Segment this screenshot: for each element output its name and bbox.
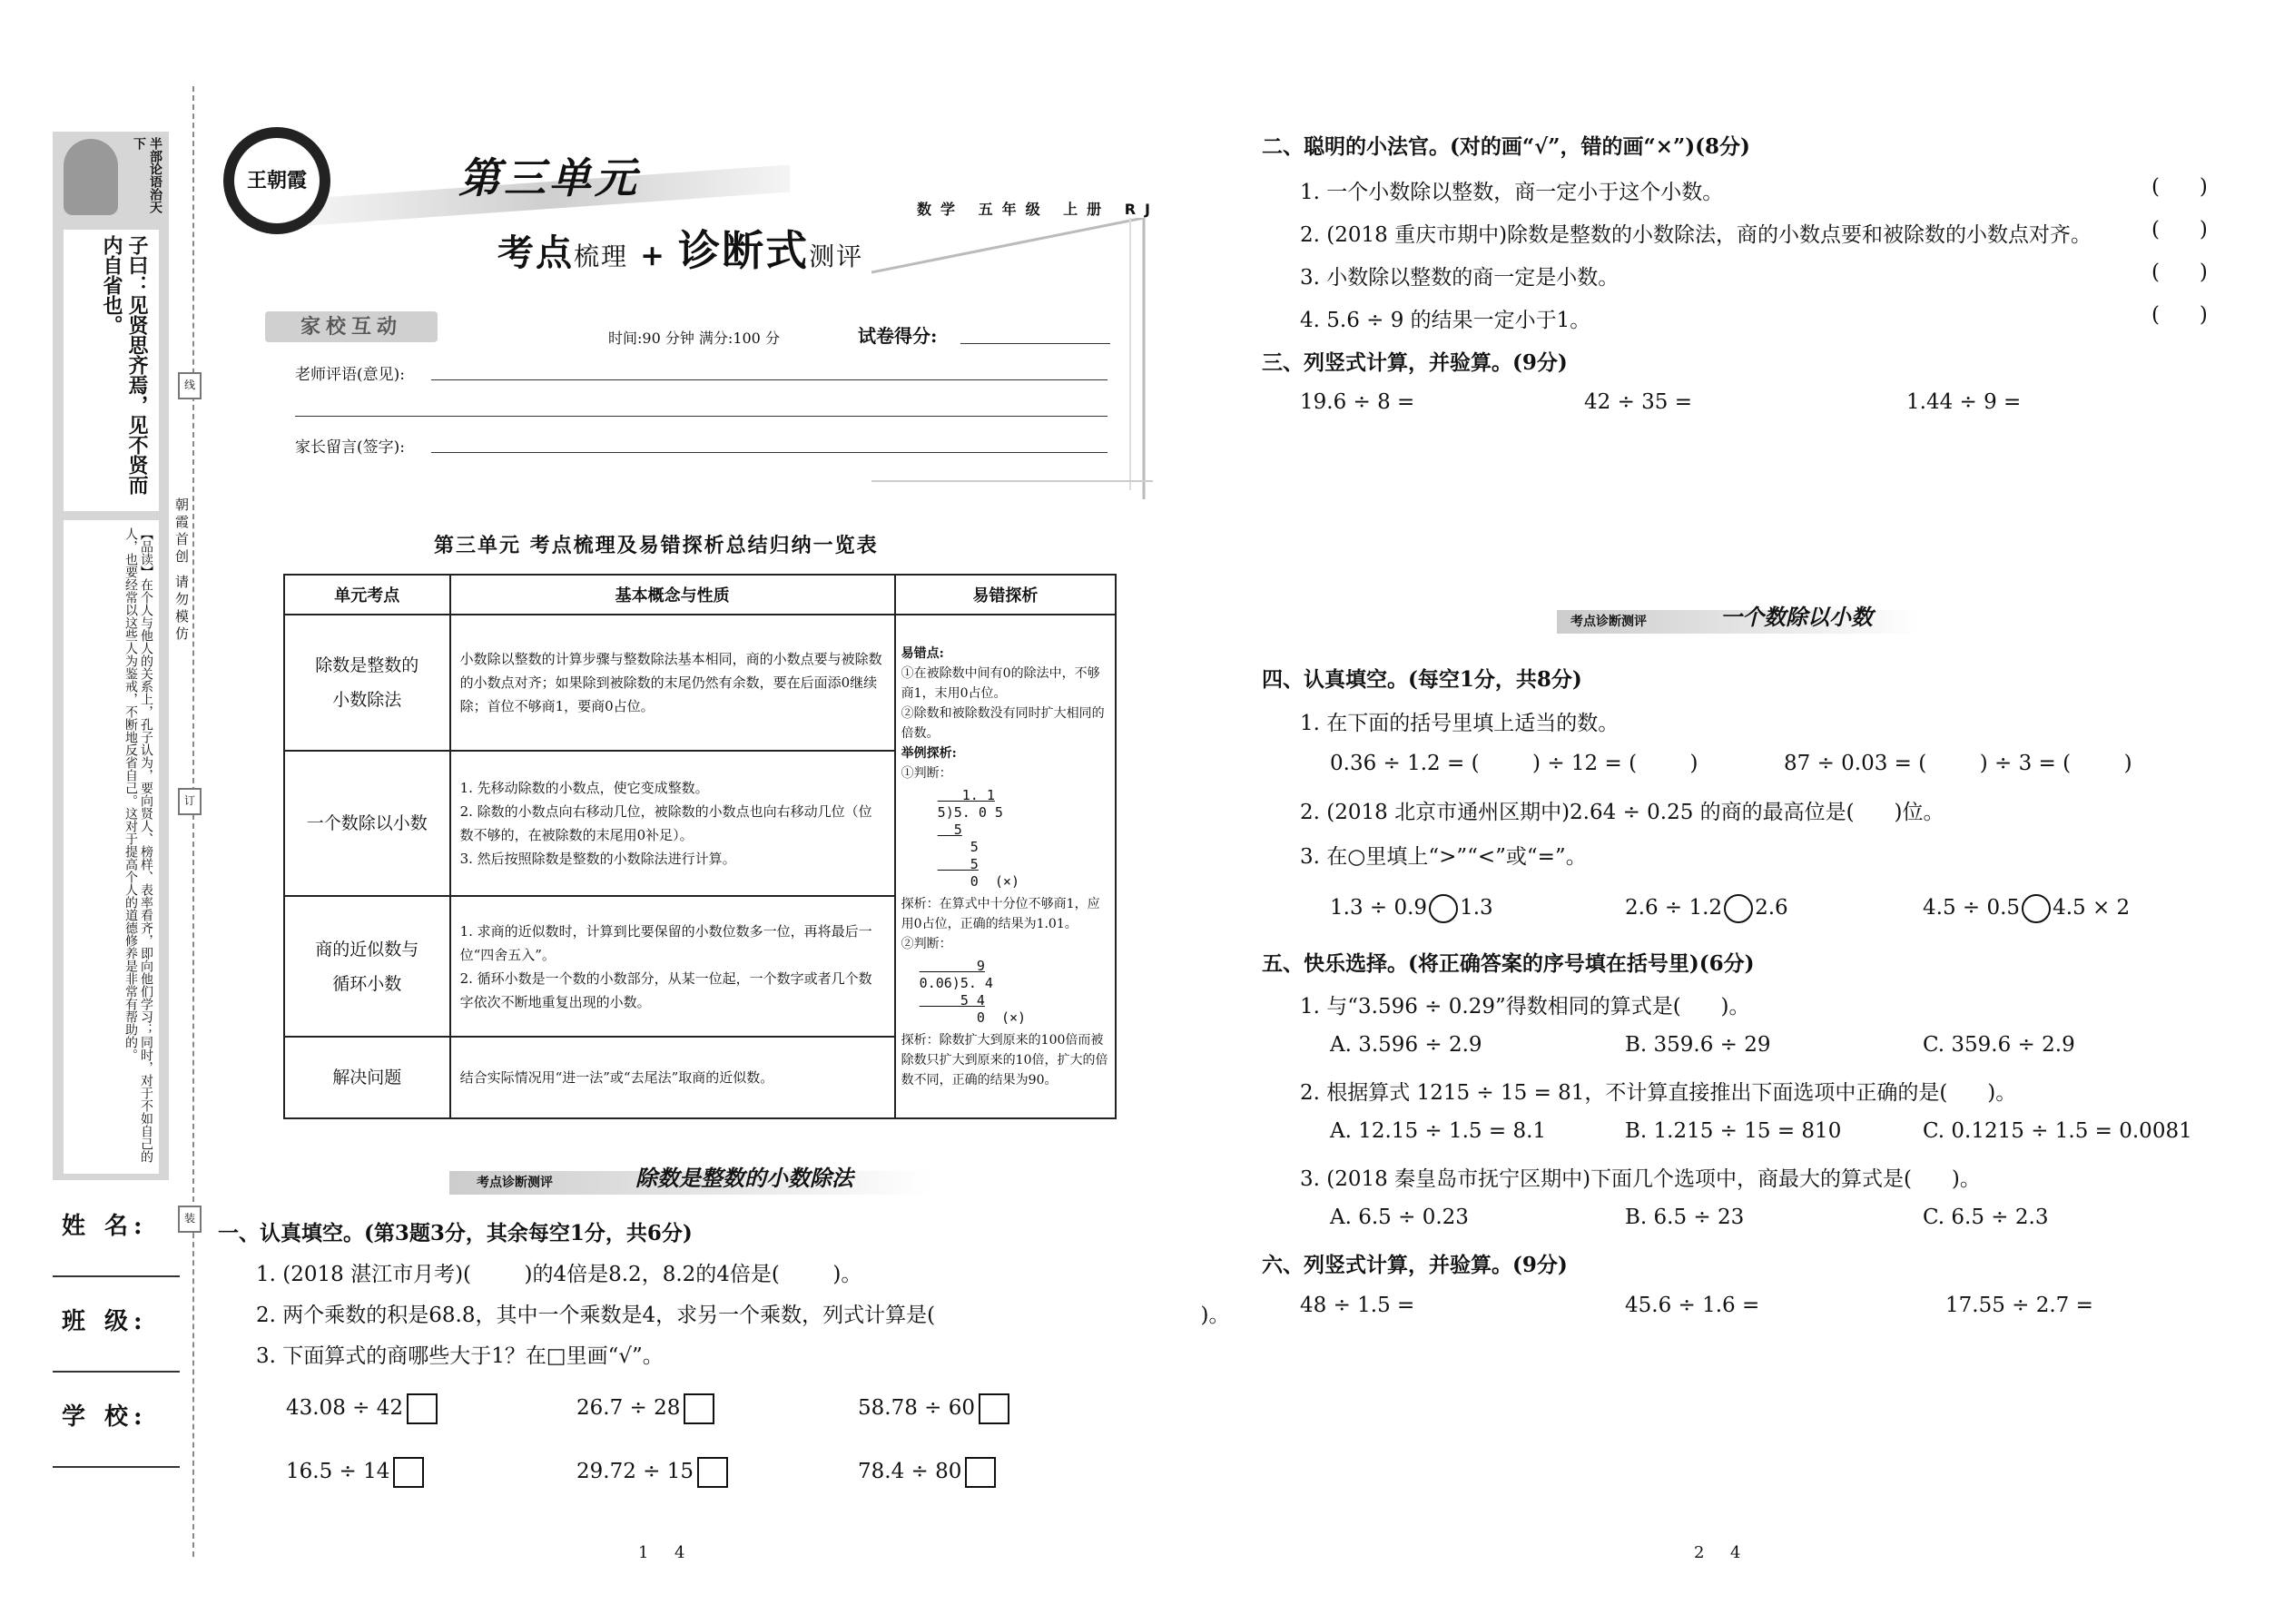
- s4-q1: 1. 在下面的括号里填上适当的数。: [1300, 712, 1620, 735]
- school-label: 学 校:: [62, 1403, 148, 1431]
- s5-option[interactable]: B. 359.6 ÷ 29: [1625, 1033, 1771, 1057]
- score-label: 试卷得分:: [858, 325, 938, 347]
- long-division-example-2: 9 0.06)5. 4 5 4 0 (×): [919, 957, 1027, 1026]
- s5-option[interactable]: B. 1.215 ÷ 15 = 810: [1625, 1119, 1842, 1143]
- answer-paren[interactable]: ( ): [2151, 261, 2208, 284]
- teacher-remark-line-2[interactable]: [295, 416, 1108, 417]
- section-2-title: 二、聪明的小法官。(对的画“√”，错的画“×”)(8分): [1262, 134, 1750, 159]
- cut-mark-3: 装: [178, 1206, 202, 1233]
- s1-item: 43.08 ÷ 42: [286, 1393, 438, 1424]
- compare-circle[interactable]: [1429, 894, 1458, 923]
- class-label: 班 级:: [62, 1308, 148, 1335]
- banner-name-1: 除数是整数的小数除法: [635, 1165, 853, 1191]
- kp-cell: 解决问题: [284, 1037, 450, 1118]
- table-row: [284, 615, 1116, 751]
- s2-item: 4. 5.6 ÷ 9 的结果一定小于1。: [1300, 309, 1591, 332]
- s3-item: 1.44 ÷ 9 =: [1906, 390, 2022, 414]
- answer-paren[interactable]: ( ): [2151, 175, 2208, 199]
- s5-option[interactable]: C. 359.6 ÷ 2.9: [1923, 1033, 2075, 1057]
- s1-q2: 2. 两个乘数的积是68.8，其中一个乘数是4，求另一个乘数，列式计算是( )。: [256, 1304, 1230, 1327]
- s3-item: 19.6 ÷ 8 =: [1300, 390, 1415, 414]
- concept-cell: 结合实际情况用“进一法”或“去尾法”取商的近似数。: [450, 1037, 895, 1118]
- s6-item: 48 ÷ 1.5 =: [1300, 1294, 1415, 1317]
- s5-option[interactable]: B. 6.5 ÷ 23: [1625, 1206, 1745, 1229]
- section-4-title: 四、认真填空。(每空1分，共8分): [1262, 667, 1582, 692]
- s4-q3: 3. 在○里填上“>”“<”或“=”。: [1300, 845, 1587, 869]
- kp-cell: 一个数除以小数: [284, 751, 450, 896]
- s1-item: 58.78 ÷ 60: [858, 1393, 1009, 1424]
- s2-item: 3. 小数除以整数的商一定是小数。: [1300, 266, 1620, 290]
- brand-logo-icon: 王朝霞: [223, 127, 330, 234]
- cartoon-sage-icon: [64, 139, 118, 215]
- answer-paren[interactable]: ( ): [2151, 303, 2208, 327]
- s1-item: 26.7 ÷ 28: [576, 1393, 714, 1424]
- s2-item: 1. 一个小数除以整数，商一定小于这个小数。: [1300, 181, 1724, 204]
- name-line[interactable]: [53, 1275, 180, 1277]
- name-label: 姓 名:: [62, 1213, 148, 1240]
- s6-item: 17.55 ÷ 2.7 =: [1945, 1294, 2093, 1317]
- unit-title: 第三单元: [458, 153, 640, 202]
- concept-cell: 1. 求商的近似数时，计算到比要保留的小数位数多一位，再将最后一位“四舍五入”。 2. 循环小数是一个数的小数部分，从某一位起，一个数字或者几个数字依次不断地重复出现的小数。: [450, 896, 895, 1037]
- page-subtitle: 考点梳理 + 诊断式测评: [497, 226, 864, 275]
- section-1-title: 一、认真填空。(第3题3分，其余每空1分，共6分): [218, 1221, 693, 1245]
- school-line[interactable]: [53, 1466, 180, 1468]
- banner-name-2: 一个数除以小数: [1720, 604, 1873, 630]
- home-school-label: 家校互动: [265, 311, 438, 342]
- page-number-left: 1 4: [638, 1543, 685, 1562]
- section-6-title: 六、列竖式计算，并验算。(9分): [1262, 1253, 1568, 1277]
- compare-circle[interactable]: [2022, 894, 2051, 923]
- banner-tag-2: 考点诊断测评: [1570, 615, 1647, 629]
- compare-item: 1.3 ÷ 0.9 1.3: [1330, 894, 1493, 923]
- teacher-remark-line[interactable]: [431, 379, 1108, 380]
- table-header-row: [284, 575, 1116, 615]
- parent-remark-line[interactable]: [431, 452, 1108, 453]
- s4-q1a: 0.36 ÷ 1.2 = ( ) ÷ 12 = ( ): [1330, 752, 1698, 775]
- class-line[interactable]: [53, 1371, 180, 1373]
- sidebar-badge: 半部论语治天下: [132, 137, 162, 213]
- cut-mark-2: 订: [178, 788, 202, 815]
- s5-option[interactable]: C. 6.5 ÷ 2.3: [1923, 1206, 2049, 1229]
- answer-checkbox[interactable]: [965, 1457, 996, 1488]
- s1-q1: 1. (2018 湛江市月考)( )的4倍是8.2，8.2的4倍是( )。: [256, 1263, 862, 1286]
- s6-item: 45.6 ÷ 1.6 =: [1625, 1294, 1760, 1317]
- header-decor-lines: [871, 218, 1162, 508]
- s5-option[interactable]: A. 3.596 ÷ 2.9: [1330, 1033, 1482, 1057]
- score-line[interactable]: [960, 343, 1110, 344]
- summary-table: [283, 574, 1117, 1119]
- s4-q1b: 87 ÷ 0.03 = ( ) ÷ 3 = ( ): [1784, 752, 2132, 775]
- confucius-quote: 子曰：见贤思齐焉，见不贤而内自省也。: [100, 235, 149, 495]
- compare-item: 2.6 ÷ 1.2 2.6: [1625, 894, 1788, 923]
- s5-q1: 1. 与“3.596 ÷ 0.29”得数相同的算式是( )。: [1300, 995, 1750, 1019]
- section-3-title: 三、列竖式计算，并验算。(9分): [1262, 350, 1568, 375]
- s2-item: 2. (2018 重庆市期中)除数是整数的小数除法，商的小数点要和被除数的小数点对齐。: [1300, 223, 2092, 247]
- answer-checkbox[interactable]: [407, 1393, 438, 1424]
- s5-option[interactable]: A. 12.15 ÷ 1.5 = 8.1: [1330, 1119, 1547, 1143]
- compare-circle[interactable]: [1724, 894, 1753, 923]
- subject-tag: 数学 五年级 上册 RJ: [917, 201, 1159, 218]
- s4-q2: 2. (2018 北京市通州区期中)2.64 ÷ 0.25 的商的最高位是( )位。: [1300, 801, 1944, 824]
- reading-box: [53, 513, 169, 1180]
- long-division-example-1: 1. 1 5)5. 0 5 5 5 5 0 (×): [937, 786, 1019, 890]
- col-header-concept: 基本概念与性质: [450, 575, 895, 615]
- kp-cell: 除数是整数的小数除法: [284, 615, 450, 751]
- teacher-remark-label: 老师评语(意见):: [295, 366, 405, 384]
- s5-option[interactable]: A. 6.5 ÷ 0.23: [1330, 1206, 1469, 1229]
- s1-q3: 3. 下面算式的商哪些大于1？在□里画“√”。: [256, 1344, 664, 1368]
- col-header-errors: 易错探析: [895, 575, 1116, 615]
- s1-item: 78.4 ÷ 80: [858, 1457, 996, 1488]
- s3-item: 42 ÷ 35 =: [1584, 390, 1693, 414]
- kp-cell: 商的近似数与循环小数: [284, 896, 450, 1037]
- s1-item: 16.5 ÷ 14: [286, 1457, 424, 1488]
- s1-item: 29.72 ÷ 15: [576, 1457, 728, 1488]
- quote-box: [53, 222, 169, 517]
- binding-dash-line: [192, 86, 194, 1557]
- banner-tag-1: 考点诊断测评: [477, 1176, 553, 1190]
- concept-cell: 1. 先移动除数的小数点，使它变成整数。 2. 除数的小数点向右移动几位，被除数的小数点也向右移动几位（位数不够的，在被除数的末尾用0补足）。 3. 然后按照除数是整数的小数除法进行计算。: [450, 751, 895, 896]
- s5-option[interactable]: C. 0.1215 ÷ 1.5 = 0.0081: [1923, 1119, 2192, 1143]
- s5-q3: 3. (2018 秦皇岛市抚宁区期中)下面几个选项中，商最大的算式是( )。: [1300, 1167, 1981, 1191]
- exam-meta: 时间:90 分钟 满分:100 分: [608, 330, 780, 347]
- summary-table-title: 第三单元 考点梳理及易错探析总结归纳一览表: [434, 534, 879, 557]
- cut-mark-1: 线: [178, 372, 202, 399]
- answer-checkbox[interactable]: [697, 1457, 728, 1488]
- concept-cell: 小数除以整数的计算步骤与整数除法基本相同，商的小数点要与被除数的小数点对齐；如果除到被除数的末尾仍然有余数，要在后面添0继续除；首位不够商1，要商0占位。: [450, 615, 895, 751]
- answer-paren[interactable]: ( ): [2151, 218, 2208, 241]
- answer-checkbox[interactable]: [393, 1457, 424, 1488]
- compare-item: 4.5 ÷ 0.5 4.5 × 2: [1923, 894, 2130, 923]
- reading-text: 【品读】在个人与他人的关系上，孔子认为，要向贤人、榜样、表率看齐，即向他们学习；同时，对于不如自己的人，也要经常以这些人为鉴戒，不断地反省自己。这对于提高个人的道德修养是非常有帮助的。: [123, 527, 153, 1163]
- error-analysis-cell: 易错点: ①在被除数中间有0的除法中，不够商1，末用0占位。 ②除数和被除数没有同时扩大相同的倍数。 举例探析: ①判断： 1. 1 5)5. 0 5 5 5 5 0 (×) 探析：在算式中十分位不够商1，应用0占位，正确的结果为1.01。 ②判断： 9 0.06)5. 4 5 4 0 (×) 探析：除数扩大到原来的100倍而被除数只扩大到原来的10倍，扩大的倍数不同，正确的结果为90。: [895, 615, 1116, 1118]
- side-note: 朝霞首创 请勿模仿: [173, 497, 190, 644]
- s5-q2: 2. 根据算式 1215 ÷ 15 = 81，不计算直接推出下面选项中正确的是( )。: [1300, 1081, 2017, 1105]
- answer-checkbox[interactable]: [979, 1393, 1009, 1424]
- section-5-title: 五、快乐选择。(将正确答案的序号填在括号里)(6分): [1262, 951, 1755, 976]
- sidebar-top-illustration: [53, 132, 169, 222]
- parent-remark-label: 家长留言(签字):: [295, 438, 405, 457]
- page-number-right: 2 4: [1694, 1543, 1741, 1562]
- answer-checkbox[interactable]: [684, 1393, 714, 1424]
- col-header-point: 单元考点: [284, 575, 450, 615]
